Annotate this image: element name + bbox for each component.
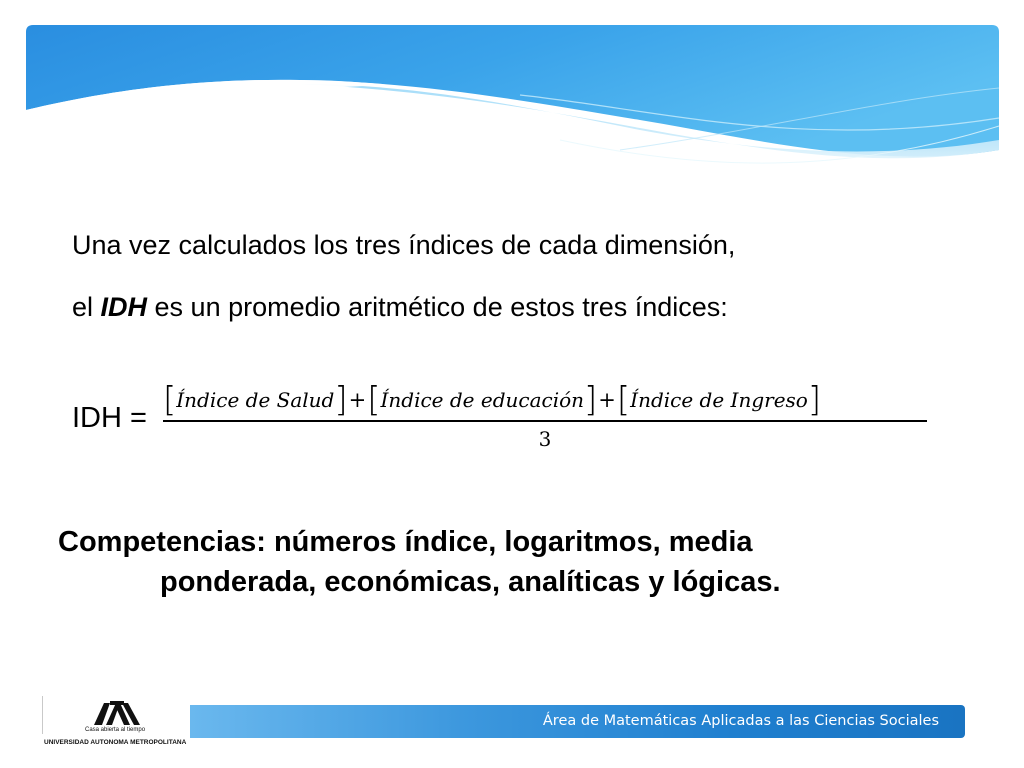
intro-line-2-suffix: es un promedio aritmético de estos tres índices: — [147, 292, 728, 322]
formula-denominator: 3 — [538, 427, 552, 451]
bracket-open-1: [ — [163, 380, 177, 420]
uam-logo-icon — [92, 699, 142, 727]
formula-term-income: Índice de Ingreso — [630, 388, 808, 412]
intro-line-1: Una vez calculados los tres índices de cada dimensión, — [72, 230, 736, 260]
bracket-close-3: ] — [807, 380, 822, 420]
bracket-close-1: ] — [334, 380, 348, 420]
intro-line-2 — [72, 291, 728, 323]
competencias-text — [58, 522, 958, 602]
formula-numerator — [163, 380, 927, 420]
bracket-open-3: [ — [616, 380, 631, 420]
bracket-close-2: ] — [584, 380, 598, 420]
idh-emphasis: IDH — [100, 292, 148, 322]
logo-tagline: Casa abierta al tiempo — [85, 727, 146, 733]
plus-sign-1: + — [348, 388, 367, 412]
footer-banner — [190, 705, 965, 738]
formula-term-health: Índice de Salud — [176, 388, 335, 412]
fraction-bar — [163, 420, 927, 422]
header-wave-banner — [0, 0, 1024, 200]
formula-term-education: Índice de educación — [380, 388, 585, 412]
footer-banner-text: Área de Matemáticas Aplicadas a las Ciencias Sociales — [542, 713, 939, 729]
competencias-line-1: Competencias: números índice, logaritmos, media — [58, 526, 753, 558]
formula-label: IDH = — [72, 402, 147, 434]
plus-sign-2: + — [598, 388, 616, 412]
intro-line-2-prefix: el — [72, 292, 101, 322]
logo-divider — [42, 696, 43, 734]
competencias-line-2: ponderada, económicas, analíticas y lógicas. — [160, 566, 781, 598]
bracket-open-2: [ — [367, 380, 381, 420]
logo-institution-name: UNIVERSIDAD AUTONOMA METROPOLITANA — [44, 739, 187, 746]
